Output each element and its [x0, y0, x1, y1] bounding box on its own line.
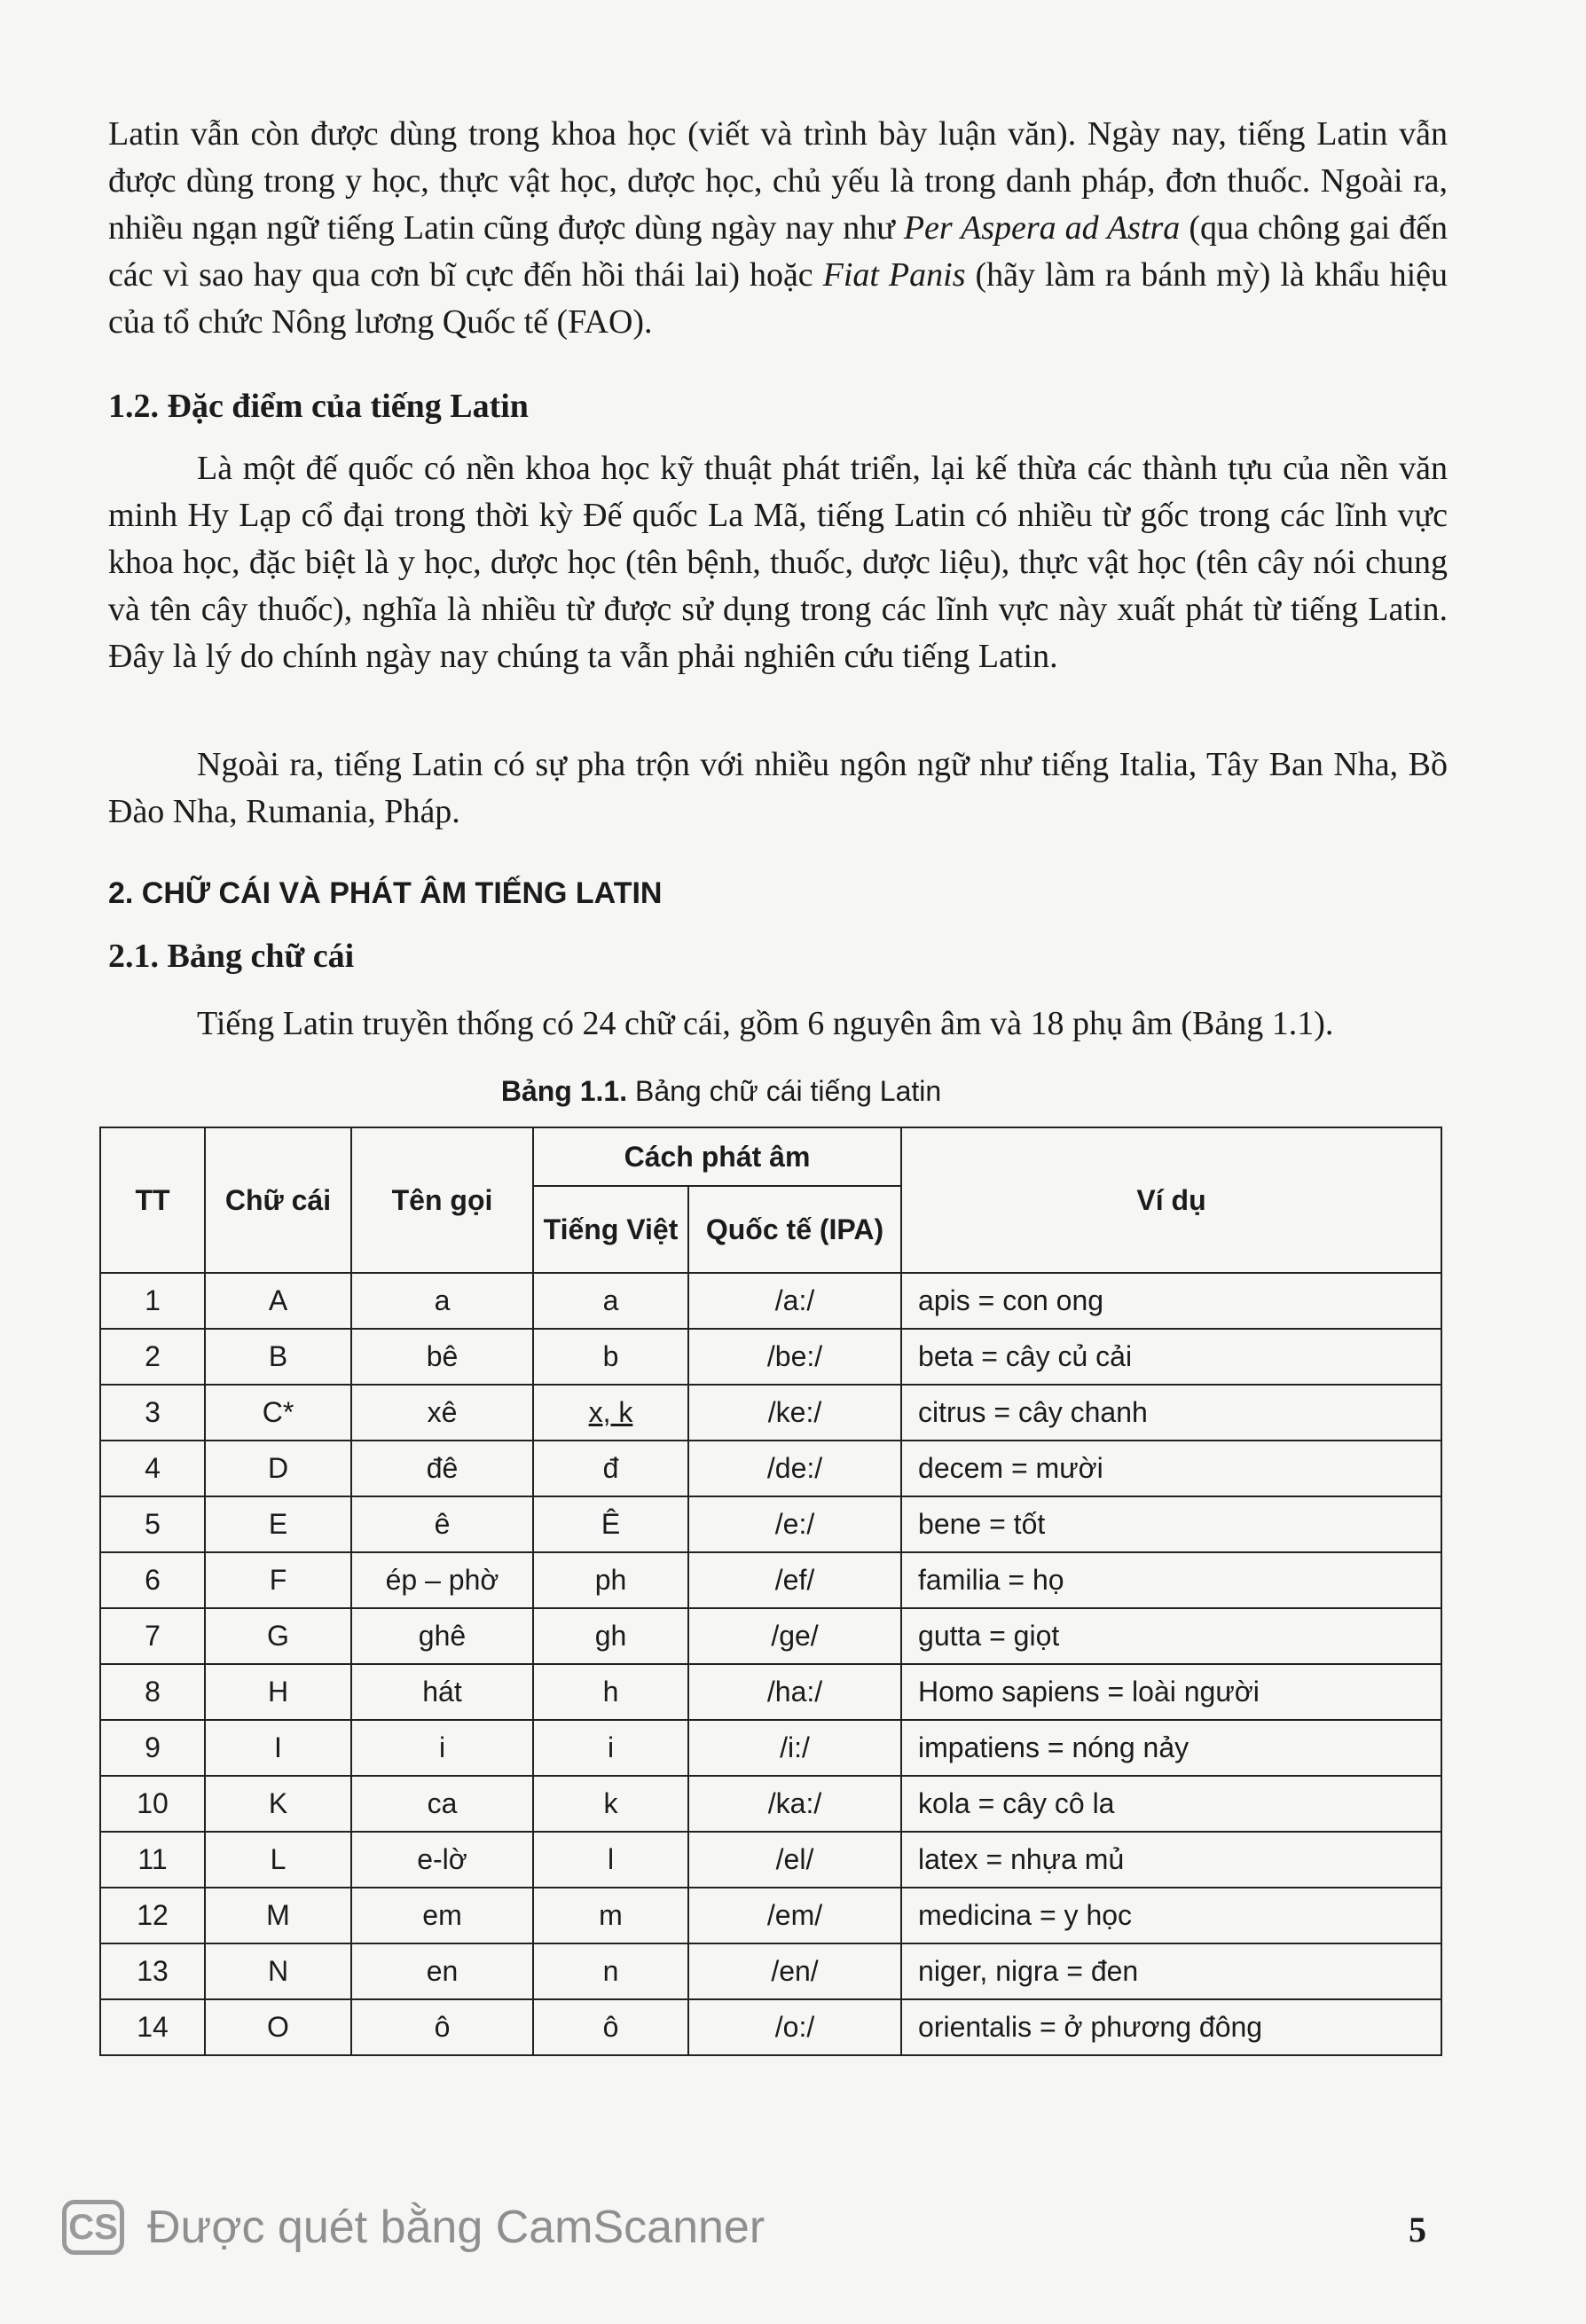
cell-letter: D	[205, 1441, 351, 1496]
cell-name: ô	[351, 1999, 533, 2055]
cell-name: đê	[351, 1441, 533, 1496]
table-row	[100, 1608, 1441, 1664]
cell-tt: 5	[100, 1496, 205, 1552]
cell-ipa: /en/	[688, 1943, 901, 1999]
cell-tt: 2	[100, 1329, 205, 1385]
cell-tt: 13	[100, 1943, 205, 1999]
cell-ipa: /ke:/	[688, 1385, 901, 1441]
cell-ipa: /a:/	[688, 1273, 901, 1329]
cell-vietnamese: a	[533, 1273, 688, 1329]
cell-vietnamese: gh	[533, 1608, 688, 1664]
table-row	[100, 1888, 1441, 1943]
table-row	[100, 1720, 1441, 1776]
cell-vietnamese: đ	[533, 1441, 688, 1496]
cell-tt: 6	[100, 1552, 205, 1608]
heading-1-2: 1.2. Đặc điểm của tiếng Latin	[108, 388, 529, 425]
header-example: Ví dụ	[901, 1127, 1441, 1273]
cell-name: e-lờ	[351, 1832, 533, 1888]
cell-letter: N	[205, 1943, 351, 1999]
cell-name: ép – phờ	[351, 1552, 533, 1608]
header-tt: TT	[100, 1127, 205, 1273]
cell-example: latex = nhựa mủ	[901, 1832, 1441, 1888]
cell-example: niger, nigra = đen	[901, 1943, 1441, 1999]
cell-letter: H	[205, 1664, 351, 1720]
cell-ipa: /i:/	[688, 1720, 901, 1776]
cell-name: bê	[351, 1329, 533, 1385]
header-pronunciation: Cách phát âm	[533, 1127, 901, 1186]
cell-example: kola = cây cô la	[901, 1776, 1441, 1832]
cell-tt: 3	[100, 1385, 205, 1441]
header-letter: Chữ cái	[205, 1127, 351, 1273]
cell-tt: 10	[100, 1776, 205, 1832]
alphabet-table-body	[100, 1273, 1441, 2055]
cell-letter: E	[205, 1496, 351, 1552]
cell-ipa: /ka:/	[688, 1776, 901, 1832]
header-name: Tên gọi	[351, 1127, 533, 1273]
cell-name: i	[351, 1720, 533, 1776]
cell-example: bene = tốt	[901, 1496, 1441, 1552]
cell-example: apis = con ong	[901, 1273, 1441, 1329]
paragraph-1-2-b: Ngoài ra, tiếng Latin có sự pha trộn với nhiều ngôn ngữ như tiếng Italia, Tây Ban Nha, Bồ Đào Nha, Rumania, Pháp.	[108, 746, 1448, 830]
cell-ipa: /ha:/	[688, 1664, 901, 1720]
intro-paragraph: Latin vẫn còn được dùng trong khoa học (viết và trình bày luận văn). Ngày nay, tiếng Latin vẫn được dùng trong y học, thực vật học, dược học, chủ yếu là trong danh pháp, đơn thuốc. Ngoài ra, nhiều ngạn ngữ tiếng Latin cũng được dùng ngày nay như Per Aspera ad Astra (qua chông gai đến các vì sao hay qua cơn bĩ cực đến hồi thái lai) hoặc Fiat Panis (hãy làm ra bánh mỳ) là khẩu hiệu của tổ chức Nông lương Quốc tế (FAO).	[108, 115, 1448, 341]
latin-phrase-fiat-panis: Fiat Panis	[822, 256, 966, 294]
page-number: 5	[1409, 2210, 1426, 2249]
cell-vietnamese: h	[533, 1664, 688, 1720]
cell-tt: 12	[100, 1888, 205, 1943]
cell-example: beta = cây củ cải	[901, 1329, 1441, 1385]
cell-letter: K	[205, 1776, 351, 1832]
cell-vietnamese: b	[533, 1329, 688, 1385]
cell-vietnamese: m	[533, 1888, 688, 1943]
cell-vietnamese: ph	[533, 1552, 688, 1608]
cell-ipa: /de:/	[688, 1441, 901, 1496]
scanner-text: Được quét bằng CamScanner	[147, 2202, 766, 2253]
table-caption: Bảng 1.1. Bảng chữ cái tiếng Latin	[500, 1075, 942, 1107]
cell-example: medicina = y học	[901, 1888, 1441, 1943]
cell-name: hát	[351, 1664, 533, 1720]
cell-example: citrus = cây chanh	[901, 1385, 1441, 1441]
cell-vietnamese: Ê	[533, 1496, 688, 1552]
cell-name: en	[351, 1943, 533, 1999]
cell-vietnamese: n	[533, 1943, 688, 1999]
table-row	[100, 1273, 1441, 1329]
cell-example: orientalis = ở phương đông	[901, 1999, 1441, 2055]
cell-letter: A	[205, 1273, 351, 1329]
cell-name: ghê	[351, 1608, 533, 1664]
table-row	[100, 1329, 1441, 1385]
table-row	[100, 1776, 1441, 1832]
cell-vietnamese: k	[533, 1776, 688, 1832]
cell-letter: L	[205, 1832, 351, 1888]
cell-vietnamese: ô	[533, 1999, 688, 2055]
paragraph-2-1: Tiếng Latin truyền thống có 24 chữ cái, gồm 6 nguyên âm và 18 phụ âm (Bảng 1.1).	[197, 1005, 1334, 1042]
cell-tt: 8	[100, 1664, 205, 1720]
cell-letter: C*	[205, 1385, 351, 1441]
heading-2: 2. CHỮ CÁI VÀ PHÁT ÂM TIẾNG LATIN	[108, 876, 663, 910]
cell-tt: 9	[100, 1720, 205, 1776]
cell-ipa: /be:/	[688, 1329, 901, 1385]
cell-name: a	[351, 1273, 533, 1329]
cell-example: Homo sapiens = loài người	[901, 1664, 1441, 1720]
cell-ipa: /el/	[688, 1832, 901, 1888]
cell-ipa: /ef/	[688, 1552, 901, 1608]
cell-letter: M	[205, 1888, 351, 1943]
cell-tt: 11	[100, 1832, 205, 1888]
table-row	[100, 1385, 1441, 1441]
cell-tt: 1	[100, 1273, 205, 1329]
cell-letter: G	[205, 1608, 351, 1664]
table-row	[100, 1441, 1441, 1496]
header-vietnamese: Tiếng Việt	[533, 1186, 688, 1273]
heading-2-1: 2.1. Bảng chữ cái	[108, 938, 355, 975]
table-row	[100, 1832, 1441, 1888]
cell-example: familia = họ	[901, 1552, 1441, 1608]
cell-letter: O	[205, 1999, 351, 2055]
cell-ipa: /e:/	[688, 1496, 901, 1552]
cell-name: em	[351, 1888, 533, 1943]
camscanner-logo-icon: CS	[62, 2200, 124, 2255]
header-ipa: Quốc tế (IPA)	[688, 1186, 901, 1273]
cell-letter: I	[205, 1720, 351, 1776]
table-row	[100, 1943, 1441, 1999]
table-row	[100, 1664, 1441, 1720]
cell-letter: B	[205, 1329, 351, 1385]
alphabet-table	[99, 1127, 1442, 2056]
paragraph-1-2-a: Là một đế quốc có nền khoa học kỹ thuật phát triển, lại kế thừa các thành tựu của nền văn minh Hy Lạp cổ đại trong thời kỳ Đế quốc La Mã, tiếng Latin có nhiều từ gốc trong các lĩnh vực khoa học, đặc biệt là y học, dược học (tên bệnh, thuốc, dược liệu), thực vật học (tên cây nói chung và tên cây thuốc), nghĩa là nhiều từ được sử dụng trong các lĩnh vực này xuất phát từ tiếng Latin. Đây là lý do chính ngày nay chúng ta vẫn phải nghiên cứu tiếng Latin.	[108, 450, 1448, 675]
cell-vietnamese: i	[533, 1720, 688, 1776]
cell-vietnamese: l	[533, 1832, 688, 1888]
cell-vietnamese: x, k	[533, 1385, 688, 1441]
table-row	[100, 1496, 1441, 1552]
cell-example: decem = mười	[901, 1441, 1441, 1496]
scanner-watermark	[62, 2200, 765, 2255]
cell-ipa: /em/	[688, 1888, 901, 1943]
latin-phrase-per-aspera: Per Aspera ad Astra	[903, 209, 1181, 247]
cell-tt: 7	[100, 1608, 205, 1664]
cell-ipa: /o:/	[688, 1999, 901, 2055]
cell-name: ca	[351, 1776, 533, 1832]
cell-name: ê	[351, 1496, 533, 1552]
table-row	[100, 1999, 1441, 2055]
cell-tt: 4	[100, 1441, 205, 1496]
cell-example: gutta = giọt	[901, 1608, 1441, 1664]
cell-example: impatiens = nóng nảy	[901, 1720, 1441, 1776]
cell-letter: F	[205, 1552, 351, 1608]
table-row	[100, 1552, 1441, 1608]
cell-tt: 14	[100, 1999, 205, 2055]
cell-ipa: /ge/	[688, 1608, 901, 1664]
cell-name: xê	[351, 1385, 533, 1441]
